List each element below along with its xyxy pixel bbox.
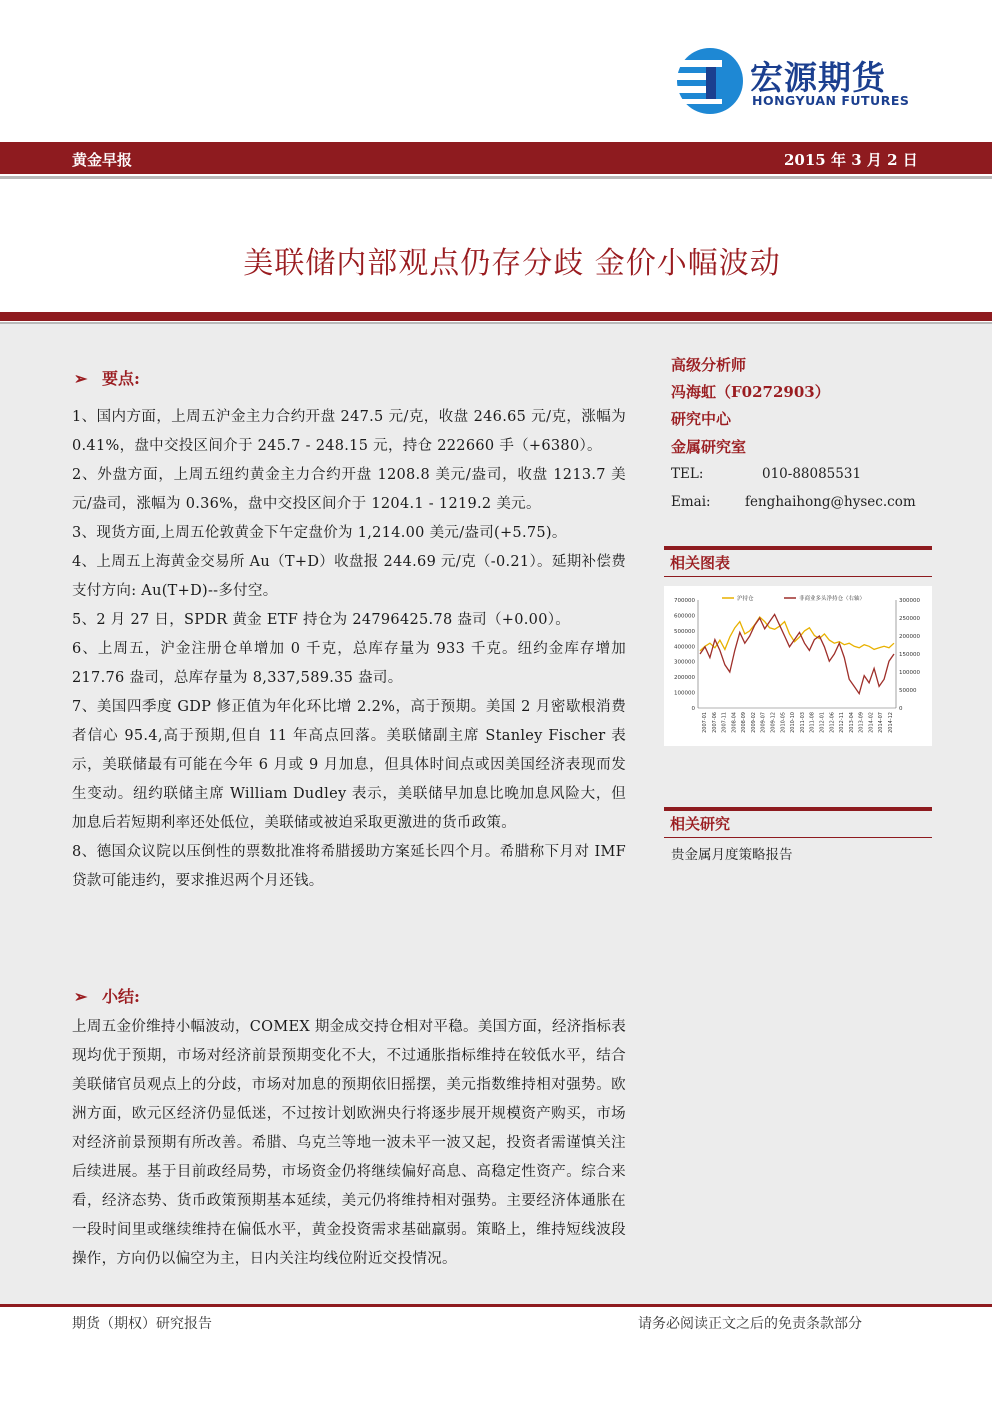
keypoint-item: 7、美国四季度 GDP 修正值为年化环比增 2.2%，高于预期。美国 2 月密歇根消费者信心 95.4,高于预期,但自 11 年高点回落。美联储副主席 Stanley Fischer 表示，美联储最有可能在今年 6 月或 9 月加息，但具体时间点或因美国经济表现而发生变动。纽约联储主席 William Dudley 表示，美联储早加息比晚加息风险大，但加息后若短期利率还处低位，美联储或被迫采取更激进的货币政策。 bbox=[72, 699, 626, 831]
x-tick-label: 2012-06 bbox=[829, 712, 836, 733]
summary-heading: ➢ 小结: bbox=[74, 987, 140, 1006]
report-type: 黄金早报 bbox=[72, 151, 133, 169]
y-right-tick-label: 50000 bbox=[899, 688, 917, 694]
x-tick-label: 2011-03 bbox=[799, 712, 806, 733]
related-research-item[interactable]: 贵金属月度策略报告 bbox=[671, 847, 793, 863]
x-tick-label: 2011-08 bbox=[809, 712, 816, 733]
email-label: Emai: bbox=[671, 494, 711, 510]
title-bar bbox=[0, 312, 992, 321]
y-left-tick-label: 100000 bbox=[674, 690, 695, 697]
holdings-chart-svg bbox=[664, 586, 932, 746]
x-tick-label: 2008-09 bbox=[741, 712, 748, 733]
y-left-tick-label: 400000 bbox=[674, 644, 695, 651]
y-right-tick-label: 0 bbox=[899, 706, 903, 712]
keypoint-item: 1、国内方面，上周五沪金主力合约开盘 247.5 元/克，收盘 246.65 元/克，涨幅为 0.41%，盘中交投区间介于 245.7 - 248.15 元，持仓 222660 手（+6380）。 bbox=[72, 409, 626, 454]
legend-label-2: 非商业多头净持仓（右轴） bbox=[799, 596, 866, 602]
x-tick-label: 2012-01 bbox=[819, 712, 826, 733]
x-tick-label: 2009-02 bbox=[750, 712, 757, 733]
x-tick-label: 2009-07 bbox=[760, 712, 767, 733]
analyst-role: 高级分析师 bbox=[671, 356, 747, 374]
logo-en-text: HONGYUAN FUTURES bbox=[752, 93, 910, 108]
keypoint-item: 3、现货方面,上周五伦敦黄金下午定盘价为 1,214.00 美元/盎司(+5.75)。 bbox=[72, 525, 567, 541]
footer-left: 期货（期权）研究报告 bbox=[72, 1316, 212, 1332]
keypoint-item: 8、德国众议院以压倒性的票数批准将希腊援助方案延长四个月。希腊称下月对 IMF 贷款可能违约，要求推迟两个月还钱。 bbox=[72, 844, 626, 889]
footer-bar bbox=[0, 1304, 992, 1307]
arrow-bullet-icon: ➢ bbox=[74, 369, 88, 388]
x-tick-label: 2013-09 bbox=[858, 712, 865, 733]
y-right-tick-label: 100000 bbox=[899, 670, 920, 676]
related-research-heading: 相关研究 bbox=[670, 815, 731, 833]
keypoints-list bbox=[72, 403, 626, 896]
header-divider bbox=[0, 176, 992, 179]
y-left-tick-label: 0 bbox=[691, 706, 695, 712]
x-tick-label: 2007-11 bbox=[721, 712, 728, 733]
legend-label-1: 沪持仓 bbox=[737, 596, 754, 602]
report-date: 2015 年 3 月 2 日 bbox=[784, 151, 918, 169]
y-right-tick-label: 150000 bbox=[899, 652, 920, 658]
y-left-tick-label: 600000 bbox=[674, 613, 695, 620]
keypoint-item: 6、上周五，沪金注册仓单增加 0 千克，总库存量为 933 千克。纽约金库存增加 217.76 盎司，总库存量为 8,337,589.35 盎司。 bbox=[72, 641, 626, 686]
x-tick-label: 2008-04 bbox=[731, 712, 738, 733]
logo-cn-text: 宏源期货 bbox=[750, 58, 886, 97]
tel-label: TEL: bbox=[671, 466, 704, 482]
x-tick-label: 2014-07 bbox=[878, 712, 885, 733]
analyst-name: 冯海虹（F0272903） bbox=[671, 383, 830, 401]
y-right-tick-label: 250000 bbox=[899, 616, 920, 622]
y-left-tick-label: 200000 bbox=[674, 675, 695, 682]
y-left-tick-label: 300000 bbox=[674, 659, 695, 666]
x-tick-label: 2013-04 bbox=[848, 712, 855, 733]
summary-paragraph: 上周五金价维持小幅波动，COMEX 期金成交持仓相对平稳。美国方面，经济指标表现均优于预期，市场对经济前景预期变化不大，不过通胀指标维持在较低水平，结合美联储官员观点上的分歧，市场对加息的预期依旧摇摆，美元指数维持相对强势。欧洲方面，欧元区经济仍显低迷，不过按计划欧洲央行将逐步展开规模资产购买，市场对经济前景预期有所改善。希腊、乌克兰等地一波未平一波又起，投资者需谨慎关注后续进展。基于目前政经局势，市场资金仍将继续偏好高息、高稳定性资产。综合来看，经济态势、货币政策预期基本延续，美元仍将维持相对强势。主要经济体通胀在一段时间里或继续维持在偏低水平，黄金投资需求基础羸弱。策略上，维持短线波段操作，方向仍以偏空为主，日内关注均线位附近交投情况。 bbox=[72, 1019, 626, 1267]
company-logo bbox=[672, 46, 922, 116]
y-left-tick-label: 500000 bbox=[674, 628, 695, 635]
arrow-bullet-icon: ➢ bbox=[74, 987, 88, 1006]
x-tick-label: 2007-06 bbox=[711, 712, 718, 733]
research-center: 研究中心 bbox=[671, 410, 732, 428]
x-tick-label: 2010-10 bbox=[790, 712, 797, 733]
keypoint-item: 4、上周五上海黄金交易所 Au（T+D）收盘报 244.69 元/克（-0.21）。延期补偿费支付方向: Au(T+D)--多付空。 bbox=[72, 554, 626, 599]
x-tick-label: 2010-05 bbox=[780, 712, 787, 733]
keypoint-item: 5、2 月 27 日，SPDR 黄金 ETF 持仓为 24796425.78 盎司（+0.00）。 bbox=[72, 612, 571, 628]
email-value[interactable]: fenghaihong@hysec.com bbox=[745, 494, 916, 510]
y-right-tick-label: 300000 bbox=[899, 598, 920, 604]
related-chart-header bbox=[664, 546, 932, 577]
keypoint-item: 2、外盘方面，上周五纽约黄金主力合约开盘 1208.8 美元/盎司，收盘 1213.7 美元/盎司，涨幅为 0.36%，盘中交投区间介于 1204.1 - 1219.2 美元。 bbox=[72, 467, 626, 512]
x-tick-label: 2014-02 bbox=[868, 712, 875, 733]
series-line-sh-holdings bbox=[700, 617, 894, 651]
x-tick-label: 2009-12 bbox=[770, 712, 777, 733]
x-tick-label: 2012-11 bbox=[839, 712, 846, 733]
y-left-tick-label: 700000 bbox=[674, 598, 695, 604]
summary-text bbox=[72, 1013, 626, 1274]
related-research-header bbox=[664, 807, 932, 838]
page-title: 美联储内部观点仍存分歧 金价小幅波动 bbox=[243, 246, 781, 281]
tel-value: 010-88085531 bbox=[762, 466, 862, 482]
y-right-tick-label: 200000 bbox=[899, 634, 920, 640]
holdings-chart bbox=[664, 586, 932, 746]
series-line-net-long bbox=[700, 614, 894, 693]
logo-mark-icon bbox=[672, 46, 748, 116]
keypoints-heading: ➢ 要点: bbox=[74, 369, 140, 388]
related-chart-heading: 相关图表 bbox=[670, 554, 731, 572]
x-tick-label: 2014-12 bbox=[888, 712, 894, 733]
footer-right: 请务必阅读正文之后的免责条款部分 bbox=[638, 1316, 862, 1332]
research-dept: 金属研究室 bbox=[671, 438, 747, 456]
x-tick-label: 2007-01 bbox=[702, 712, 708, 733]
